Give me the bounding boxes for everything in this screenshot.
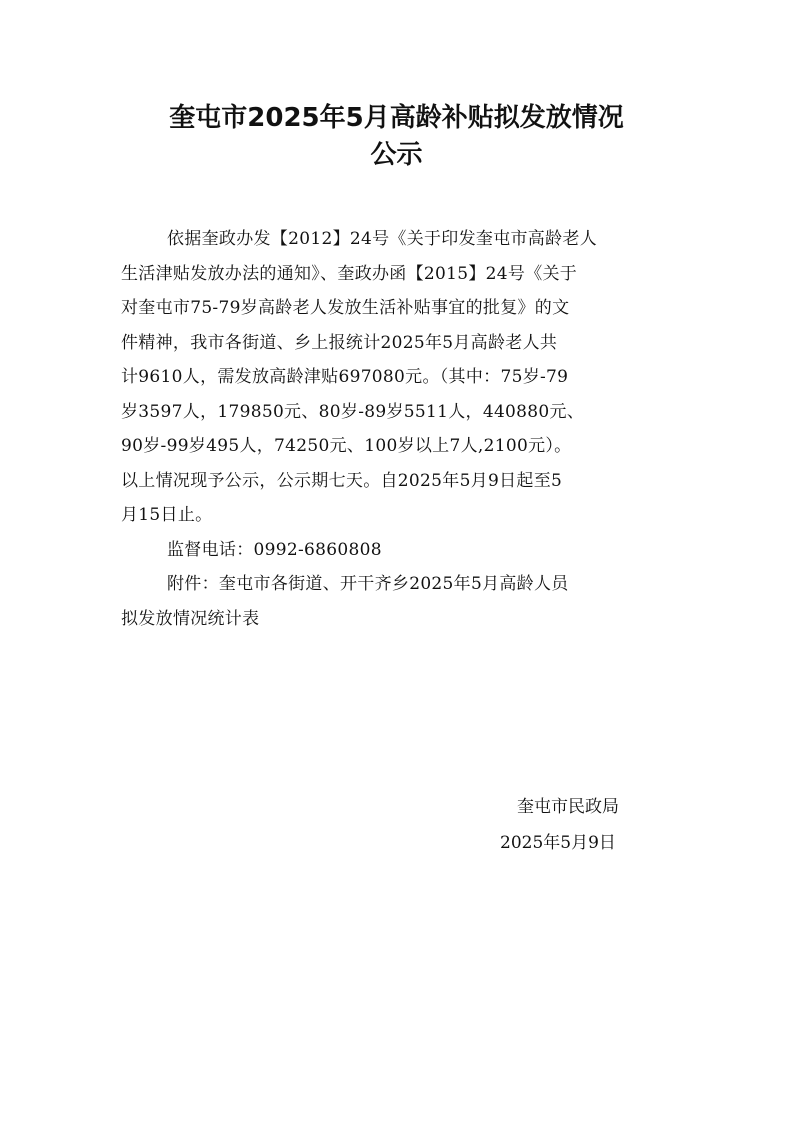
supervision-phone: 监督电话：0992-6860808 xyxy=(167,539,382,560)
body-line: 月15日止。 xyxy=(121,505,213,525)
attachment-line-2: 拟发放情况统计表 xyxy=(121,608,260,629)
body-line: 岁3597人，179850元、80岁-89岁5511人，440880元、 xyxy=(121,401,585,422)
title-line-2: 公示 xyxy=(370,140,423,170)
body-line: 对奎屯市75-79岁高龄老人发放生活补贴事宜的批复》的文 xyxy=(121,298,570,318)
body-line: 以上情况现予公示，公示期七天。自2025年5月9日起至5 xyxy=(121,470,563,491)
issuing-organization: 奎屯市民政局 xyxy=(517,797,619,817)
signature-block xyxy=(500,789,700,861)
body-line: 依据奎政办发【2012】24号《关于印发奎屯市高龄老人 xyxy=(167,229,597,249)
body-line: 生活津贴发放办法的通知》、奎政办函【2015】24号《关于 xyxy=(121,263,578,284)
issue-date: 2025年5月9日 xyxy=(500,833,616,853)
attachment-line-1: 附件：奎屯市各街道、开干齐乡2025年5月高龄人员 xyxy=(167,574,569,594)
body-line: 计9610人，需发放高龄津贴697080元。（其中：75岁-79 xyxy=(121,367,569,387)
document-title xyxy=(0,100,793,174)
document-body xyxy=(121,222,681,636)
body-line: 件精神，我市各街道、乡上报统计2025年5月高龄老人共 xyxy=(121,332,558,353)
body-line: 90岁-99岁495人，74250元、100岁以上7人,2100元）。 xyxy=(121,436,572,456)
title-line-1: 奎屯市2025年5月高龄补贴拟发放情况 xyxy=(169,103,624,133)
